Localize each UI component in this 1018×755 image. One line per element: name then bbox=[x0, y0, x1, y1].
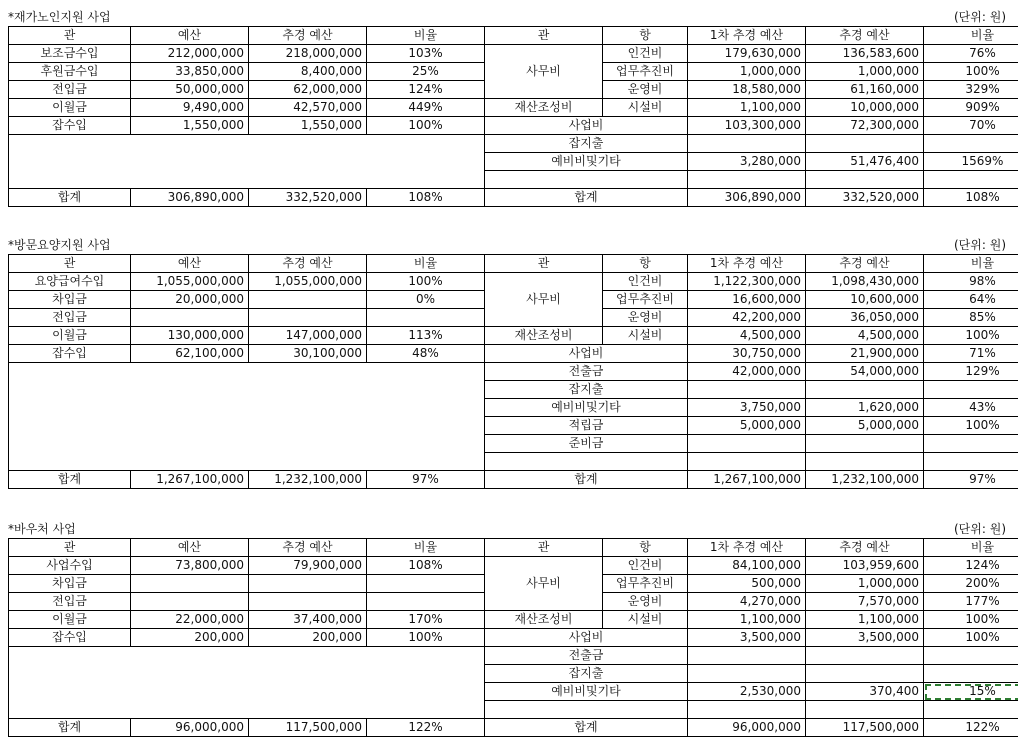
revised-budget-value[interactable] bbox=[806, 701, 924, 719]
ratio-value[interactable]: 124% bbox=[924, 557, 1018, 575]
revised-budget-value[interactable]: 218,000,000 bbox=[249, 45, 367, 63]
ratio-value[interactable] bbox=[924, 381, 1018, 399]
expense-group-label[interactable]: 재산조성비 bbox=[485, 99, 603, 117]
revised-budget-value[interactable]: 200,000 bbox=[249, 629, 367, 647]
total-row bbox=[9, 189, 1018, 207]
revised-budget-value[interactable]: 1,000,000 bbox=[806, 63, 924, 81]
revised-budget-value[interactable] bbox=[806, 665, 924, 683]
column-header[interactable]: 관 bbox=[9, 539, 131, 557]
total-value[interactable]: 122% bbox=[924, 719, 1018, 737]
first-revised-budget-value[interactable]: 30,750,000 bbox=[688, 345, 806, 363]
unit-label: (단위: 원) bbox=[954, 522, 1006, 536]
budget-value[interactable]: 62,100,000 bbox=[131, 345, 249, 363]
ratio-value[interactable]: 100% bbox=[924, 63, 1018, 81]
revised-budget-value[interactable] bbox=[249, 291, 367, 309]
ratio-value[interactable] bbox=[924, 135, 1018, 153]
first-revised-budget-value[interactable]: 3,750,000 bbox=[688, 399, 806, 417]
header-row bbox=[9, 27, 1018, 45]
revised-budget-value[interactable]: 61,160,000 bbox=[806, 81, 924, 99]
expense-item[interactable]: 운영비 bbox=[603, 309, 688, 327]
budget-value[interactable]: 50,000,000 bbox=[131, 81, 249, 99]
column-header[interactable]: 항 bbox=[603, 255, 688, 273]
column-header[interactable]: 항 bbox=[603, 27, 688, 45]
ratio-value[interactable]: 98% bbox=[924, 273, 1018, 291]
header-row bbox=[9, 255, 1018, 273]
budget-value[interactable]: 9,490,000 bbox=[131, 99, 249, 117]
revenue-category[interactable]: 차입금 bbox=[9, 291, 131, 309]
empty-merged-area[interactable] bbox=[9, 647, 485, 719]
revised-budget-value[interactable]: 42,570,000 bbox=[249, 99, 367, 117]
total-row bbox=[9, 471, 1018, 489]
revenue-category[interactable]: 이월금 bbox=[9, 99, 131, 117]
table-row bbox=[9, 135, 1018, 153]
ratio-value[interactable]: 170% bbox=[367, 611, 485, 629]
ratio-value[interactable] bbox=[924, 701, 1018, 719]
column-header[interactable]: 추경 예산 bbox=[249, 27, 367, 45]
empty-merged-area[interactable] bbox=[9, 135, 485, 189]
revised-budget-value[interactable]: 1,098,430,000 bbox=[806, 273, 924, 291]
revenue-category[interactable]: 잡수입 bbox=[9, 345, 131, 363]
first-revised-budget-value[interactable]: 4,270,000 bbox=[688, 593, 806, 611]
first-revised-budget-value[interactable] bbox=[688, 665, 806, 683]
expense-group-label[interactable]: 사무비 bbox=[485, 557, 603, 611]
first-revised-budget-value[interactable]: 18,580,000 bbox=[688, 81, 806, 99]
total-label[interactable]: 합계 bbox=[485, 189, 688, 207]
revised-budget-value[interactable]: 1,550,000 bbox=[249, 117, 367, 135]
expense-category[interactable]: 준비금 bbox=[485, 435, 688, 453]
revised-budget-value[interactable]: 79,900,000 bbox=[249, 557, 367, 575]
table-row bbox=[9, 363, 1018, 381]
column-header[interactable]: 추경 예산 bbox=[806, 539, 924, 557]
column-header[interactable]: 관 bbox=[485, 27, 603, 45]
ratio-value[interactable]: 177% bbox=[924, 593, 1018, 611]
column-header[interactable]: 비율 bbox=[367, 539, 485, 557]
column-header[interactable]: 비율 bbox=[367, 27, 485, 45]
ratio-value[interactable]: 100% bbox=[924, 417, 1018, 435]
total-label[interactable]: 합계 bbox=[485, 471, 688, 489]
ratio-value[interactable] bbox=[924, 453, 1018, 471]
revised-budget-value[interactable]: 1,620,000 bbox=[806, 399, 924, 417]
column-header[interactable]: 1차 추경 예산 bbox=[688, 539, 806, 557]
expense-category[interactable]: 전출금 bbox=[485, 363, 688, 381]
revenue-category[interactable]: 이월금 bbox=[9, 327, 131, 345]
column-header[interactable]: 관 bbox=[9, 27, 131, 45]
budget-value[interactable]: 200,000 bbox=[131, 629, 249, 647]
budget-table bbox=[8, 254, 1018, 489]
first-revised-budget-value[interactable]: 2,530,000 bbox=[688, 683, 806, 701]
revised-budget-value[interactable]: 21,900,000 bbox=[806, 345, 924, 363]
total-value[interactable]: 1,267,100,000 bbox=[688, 471, 806, 489]
revised-budget-value[interactable]: 136,583,600 bbox=[806, 45, 924, 63]
budget-value[interactable]: 1,055,000,000 bbox=[131, 273, 249, 291]
expense-group-label[interactable]: 사무비 bbox=[485, 45, 603, 99]
expense-category[interactable]: 전출금 bbox=[485, 647, 688, 665]
revised-budget-value[interactable] bbox=[806, 171, 924, 189]
ratio-value[interactable]: 1569% bbox=[924, 153, 1018, 171]
ratio-value[interactable]: 100% bbox=[924, 611, 1018, 629]
ratio-value[interactable]: 108% bbox=[367, 557, 485, 575]
revised-budget-value[interactable] bbox=[806, 381, 924, 399]
total-value[interactable]: 96,000,000 bbox=[688, 719, 806, 737]
ratio-value[interactable]: 76% bbox=[924, 45, 1018, 63]
revised-budget-value[interactable]: 36,050,000 bbox=[806, 309, 924, 327]
expense-category[interactable] bbox=[485, 701, 688, 719]
table-row bbox=[9, 557, 1018, 575]
ratio-value[interactable]: 103% bbox=[367, 45, 485, 63]
unit-label: (단위: 원) bbox=[954, 10, 1006, 24]
revenue-category[interactable]: 전입금 bbox=[9, 309, 131, 327]
first-revised-budget-value[interactable]: 3,500,000 bbox=[688, 629, 806, 647]
ratio-value[interactable]: 85% bbox=[924, 309, 1018, 327]
ratio-value[interactable]: 124% bbox=[367, 81, 485, 99]
budget-value[interactable]: 22,000,000 bbox=[131, 611, 249, 629]
section-title: *바우처 사업 bbox=[8, 522, 76, 536]
revised-budget-value[interactable]: 30,100,000 bbox=[249, 345, 367, 363]
column-header[interactable]: 비율 bbox=[924, 255, 1018, 273]
column-header[interactable]: 비율 bbox=[367, 255, 485, 273]
revised-budget-value[interactable]: 1,000,000 bbox=[806, 575, 924, 593]
first-revised-budget-value[interactable]: 1,122,300,000 bbox=[688, 273, 806, 291]
revised-budget-value[interactable]: 54,000,000 bbox=[806, 363, 924, 381]
ratio-value[interactable]: 71% bbox=[924, 345, 1018, 363]
budget-value[interactable]: 20,000,000 bbox=[131, 291, 249, 309]
revised-budget-value[interactable]: 8,400,000 bbox=[249, 63, 367, 81]
first-revised-budget-value[interactable] bbox=[688, 171, 806, 189]
revenue-category[interactable]: 차입금 bbox=[9, 575, 131, 593]
header-row bbox=[9, 539, 1018, 557]
unit-label: (단위: 원) bbox=[954, 238, 1006, 252]
revenue-category[interactable]: 잡수입 bbox=[9, 629, 131, 647]
column-header[interactable]: 1차 추경 예산 bbox=[688, 27, 806, 45]
column-header[interactable]: 항 bbox=[603, 539, 688, 557]
total-value[interactable]: 97% bbox=[367, 471, 485, 489]
ratio-value[interactable] bbox=[367, 309, 485, 327]
expense-group-label[interactable]: 재산조성비 bbox=[485, 327, 603, 345]
ratio-value[interactable] bbox=[367, 575, 485, 593]
ratio-value[interactable]: 64% bbox=[924, 291, 1018, 309]
expense-group-label[interactable]: 재산조성비 bbox=[485, 611, 603, 629]
revised-budget-value[interactable]: 4,500,000 bbox=[806, 327, 924, 345]
expense-category[interactable]: 잡지출 bbox=[485, 135, 688, 153]
total-value[interactable]: 97% bbox=[924, 471, 1018, 489]
total-label[interactable]: 합계 bbox=[9, 189, 131, 207]
budget-value[interactable] bbox=[131, 593, 249, 611]
ratio-value[interactable]: 909% bbox=[924, 99, 1018, 117]
revised-budget-value[interactable] bbox=[806, 453, 924, 471]
table-row bbox=[9, 273, 1018, 291]
ratio-value[interactable]: 25% bbox=[367, 63, 485, 81]
ratio-value[interactable]: 0% bbox=[367, 291, 485, 309]
ratio-value[interactable]: 100% bbox=[367, 629, 485, 647]
ratio-value[interactable] bbox=[924, 435, 1018, 453]
column-header[interactable]: 추경 예산 bbox=[806, 255, 924, 273]
revenue-category[interactable]: 전입금 bbox=[9, 593, 131, 611]
budget-value[interactable] bbox=[131, 309, 249, 327]
total-value[interactable]: 96,000,000 bbox=[131, 719, 249, 737]
budget-table bbox=[8, 538, 1018, 737]
first-revised-budget-value[interactable] bbox=[688, 135, 806, 153]
ratio-value[interactable] bbox=[924, 647, 1018, 665]
first-revised-budget-value[interactable]: 500,000 bbox=[688, 575, 806, 593]
column-header[interactable]: 1차 추경 예산 bbox=[688, 255, 806, 273]
expense-category[interactable] bbox=[485, 453, 688, 471]
revised-budget-value[interactable]: 1,055,000,000 bbox=[249, 273, 367, 291]
column-header[interactable]: 비율 bbox=[924, 539, 1018, 557]
first-revised-budget-value[interactable] bbox=[688, 647, 806, 665]
revenue-category[interactable]: 이월금 bbox=[9, 611, 131, 629]
first-revised-budget-value[interactable]: 103,300,000 bbox=[688, 117, 806, 135]
first-revised-budget-value[interactable]: 179,630,000 bbox=[688, 45, 806, 63]
revised-budget-value[interactable]: 37,400,000 bbox=[249, 611, 367, 629]
revenue-category[interactable]: 잡수입 bbox=[9, 117, 131, 135]
column-header[interactable]: 관 bbox=[485, 255, 603, 273]
column-header[interactable]: 추경 예산 bbox=[249, 255, 367, 273]
ratio-value[interactable]: 48% bbox=[367, 345, 485, 363]
expense-category[interactable]: 예비비및기타 bbox=[485, 683, 688, 701]
selected-cell[interactable]: 15% bbox=[924, 683, 1018, 701]
ratio-value[interactable]: 129% bbox=[924, 363, 1018, 381]
first-revised-budget-value[interactable]: 84,100,000 bbox=[688, 557, 806, 575]
ratio-value[interactable]: 70% bbox=[924, 117, 1018, 135]
ratio-value[interactable]: 200% bbox=[924, 575, 1018, 593]
table-row bbox=[9, 45, 1018, 63]
total-value[interactable]: 108% bbox=[367, 189, 485, 207]
expense-category[interactable]: 예비비및기타 bbox=[485, 153, 688, 171]
budget-table bbox=[8, 26, 1018, 207]
ratio-value[interactable]: 43% bbox=[924, 399, 1018, 417]
table-row bbox=[9, 117, 1018, 135]
ratio-value[interactable]: 449% bbox=[367, 99, 485, 117]
expense-item[interactable]: 시설비 bbox=[603, 99, 688, 117]
column-header[interactable]: 비율 bbox=[924, 27, 1018, 45]
revenue-category[interactable]: 전입금 bbox=[9, 81, 131, 99]
first-revised-budget-value[interactable]: 1,000,000 bbox=[688, 63, 806, 81]
revenue-category[interactable]: 요양급여수입 bbox=[9, 273, 131, 291]
first-revised-budget-value[interactable]: 1,100,000 bbox=[688, 611, 806, 629]
revised-budget-value[interactable]: 5,000,000 bbox=[806, 417, 924, 435]
section-title: *방문요양지원 사업 bbox=[8, 238, 111, 252]
first-revised-budget-value[interactable] bbox=[688, 435, 806, 453]
revised-budget-value[interactable] bbox=[806, 135, 924, 153]
expense-item[interactable]: 업무추진비 bbox=[603, 575, 688, 593]
empty-merged-area[interactable] bbox=[9, 363, 485, 471]
expense-group-label[interactable]: 사무비 bbox=[485, 273, 603, 327]
total-value[interactable]: 332,520,000 bbox=[249, 189, 367, 207]
first-revised-budget-value[interactable]: 42,200,000 bbox=[688, 309, 806, 327]
total-row bbox=[9, 719, 1018, 737]
total-label[interactable]: 합계 bbox=[485, 719, 688, 737]
total-value[interactable]: 1,267,100,000 bbox=[131, 471, 249, 489]
first-revised-budget-value[interactable] bbox=[688, 701, 806, 719]
ratio-value[interactable] bbox=[367, 593, 485, 611]
revenue-category[interactable]: 후원금수입 bbox=[9, 63, 131, 81]
budget-value[interactable]: 33,850,000 bbox=[131, 63, 249, 81]
first-revised-budget-value[interactable]: 42,000,000 bbox=[688, 363, 806, 381]
revised-budget-value[interactable]: 3,500,000 bbox=[806, 629, 924, 647]
total-label[interactable]: 합계 bbox=[9, 471, 131, 489]
expense-category[interactable]: 사업비 bbox=[485, 117, 688, 135]
column-header[interactable]: 추경 예산 bbox=[806, 27, 924, 45]
column-header[interactable]: 관 bbox=[9, 255, 131, 273]
ratio-value[interactable]: 113% bbox=[367, 327, 485, 345]
ratio-value[interactable]: 100% bbox=[924, 629, 1018, 647]
revenue-category[interactable]: 사업수입 bbox=[9, 557, 131, 575]
expense-item[interactable]: 시설비 bbox=[603, 327, 688, 345]
first-revised-budget-value[interactable] bbox=[688, 381, 806, 399]
revised-budget-value[interactable]: 7,570,000 bbox=[806, 593, 924, 611]
table-row bbox=[9, 611, 1018, 629]
revised-budget-value[interactable]: 370,400 bbox=[806, 683, 924, 701]
ratio-value[interactable]: 100% bbox=[367, 273, 485, 291]
expense-category[interactable]: 잡지출 bbox=[485, 665, 688, 683]
first-revised-budget-value[interactable] bbox=[688, 453, 806, 471]
ratio-value[interactable]: 329% bbox=[924, 81, 1018, 99]
section-title: *재가노인지원 사업 bbox=[8, 10, 111, 24]
column-header[interactable]: 예산 bbox=[131, 539, 249, 557]
total-value[interactable]: 117,500,000 bbox=[249, 719, 367, 737]
column-header[interactable]: 추경 예산 bbox=[249, 539, 367, 557]
ratio-value[interactable]: 100% bbox=[924, 327, 1018, 345]
revised-budget-value[interactable]: 1,100,000 bbox=[806, 611, 924, 629]
revised-budget-value[interactable]: 72,300,000 bbox=[806, 117, 924, 135]
first-revised-budget-value[interactable]: 5,000,000 bbox=[688, 417, 806, 435]
expense-item[interactable]: 인건비 bbox=[603, 45, 688, 63]
expense-category[interactable]: 적립금 bbox=[485, 417, 688, 435]
total-value[interactable]: 108% bbox=[924, 189, 1018, 207]
first-revised-budget-value[interactable]: 1,100,000 bbox=[688, 99, 806, 117]
revised-budget-value[interactable] bbox=[249, 309, 367, 327]
column-header[interactable]: 관 bbox=[485, 539, 603, 557]
column-header[interactable]: 예산 bbox=[131, 255, 249, 273]
revised-budget-value[interactable] bbox=[806, 647, 924, 665]
ratio-value[interactable] bbox=[924, 665, 1018, 683]
total-value[interactable]: 306,890,000 bbox=[688, 189, 806, 207]
expense-item[interactable]: 업무추진비 bbox=[603, 291, 688, 309]
expense-item[interactable]: 시설비 bbox=[603, 611, 688, 629]
first-revised-budget-value[interactable]: 4,500,000 bbox=[688, 327, 806, 345]
budget-value[interactable]: 1,550,000 bbox=[131, 117, 249, 135]
expense-item[interactable]: 인건비 bbox=[603, 557, 688, 575]
expense-item[interactable]: 운영비 bbox=[603, 593, 688, 611]
first-revised-budget-value[interactable]: 3,280,000 bbox=[688, 153, 806, 171]
total-value[interactable]: 1,232,100,000 bbox=[806, 471, 924, 489]
table-row bbox=[9, 629, 1018, 647]
total-value[interactable]: 122% bbox=[367, 719, 485, 737]
revised-budget-value[interactable]: 10,600,000 bbox=[806, 291, 924, 309]
column-header[interactable]: 예산 bbox=[131, 27, 249, 45]
expense-category[interactable] bbox=[485, 171, 688, 189]
total-value[interactable]: 332,520,000 bbox=[806, 189, 924, 207]
budget-value[interactable]: 130,000,000 bbox=[131, 327, 249, 345]
expense-category[interactable]: 사업비 bbox=[485, 345, 688, 363]
revised-budget-value[interactable]: 51,476,400 bbox=[806, 153, 924, 171]
revenue-category[interactable]: 보조금수입 bbox=[9, 45, 131, 63]
revised-budget-value[interactable] bbox=[249, 593, 367, 611]
expense-item[interactable]: 인건비 bbox=[603, 273, 688, 291]
total-value[interactable]: 306,890,000 bbox=[131, 189, 249, 207]
expense-category[interactable]: 예비비및기타 bbox=[485, 399, 688, 417]
table-row bbox=[9, 327, 1018, 345]
ratio-value[interactable]: 100% bbox=[367, 117, 485, 135]
total-value[interactable]: 1,232,100,000 bbox=[249, 471, 367, 489]
total-label[interactable]: 합계 bbox=[9, 719, 131, 737]
expense-category[interactable]: 잡지출 bbox=[485, 381, 688, 399]
table-row bbox=[9, 345, 1018, 363]
revised-budget-value[interactable]: 103,959,600 bbox=[806, 557, 924, 575]
budget-value[interactable] bbox=[131, 575, 249, 593]
first-revised-budget-value[interactable]: 16,600,000 bbox=[688, 291, 806, 309]
ratio-value[interactable] bbox=[924, 171, 1018, 189]
expense-item[interactable]: 운영비 bbox=[603, 81, 688, 99]
revised-budget-value[interactable]: 62,000,000 bbox=[249, 81, 367, 99]
expense-category[interactable]: 사업비 bbox=[485, 629, 688, 647]
budget-value[interactable]: 212,000,000 bbox=[131, 45, 249, 63]
revised-budget-value[interactable]: 147,000,000 bbox=[249, 327, 367, 345]
table-row bbox=[9, 99, 1018, 117]
total-value[interactable]: 117,500,000 bbox=[806, 719, 924, 737]
budget-value[interactable]: 73,800,000 bbox=[131, 557, 249, 575]
expense-item[interactable]: 업무추진비 bbox=[603, 63, 688, 81]
revised-budget-value[interactable] bbox=[249, 575, 367, 593]
revised-budget-value[interactable]: 10,000,000 bbox=[806, 99, 924, 117]
table-row bbox=[9, 647, 1018, 665]
revised-budget-value[interactable] bbox=[806, 435, 924, 453]
